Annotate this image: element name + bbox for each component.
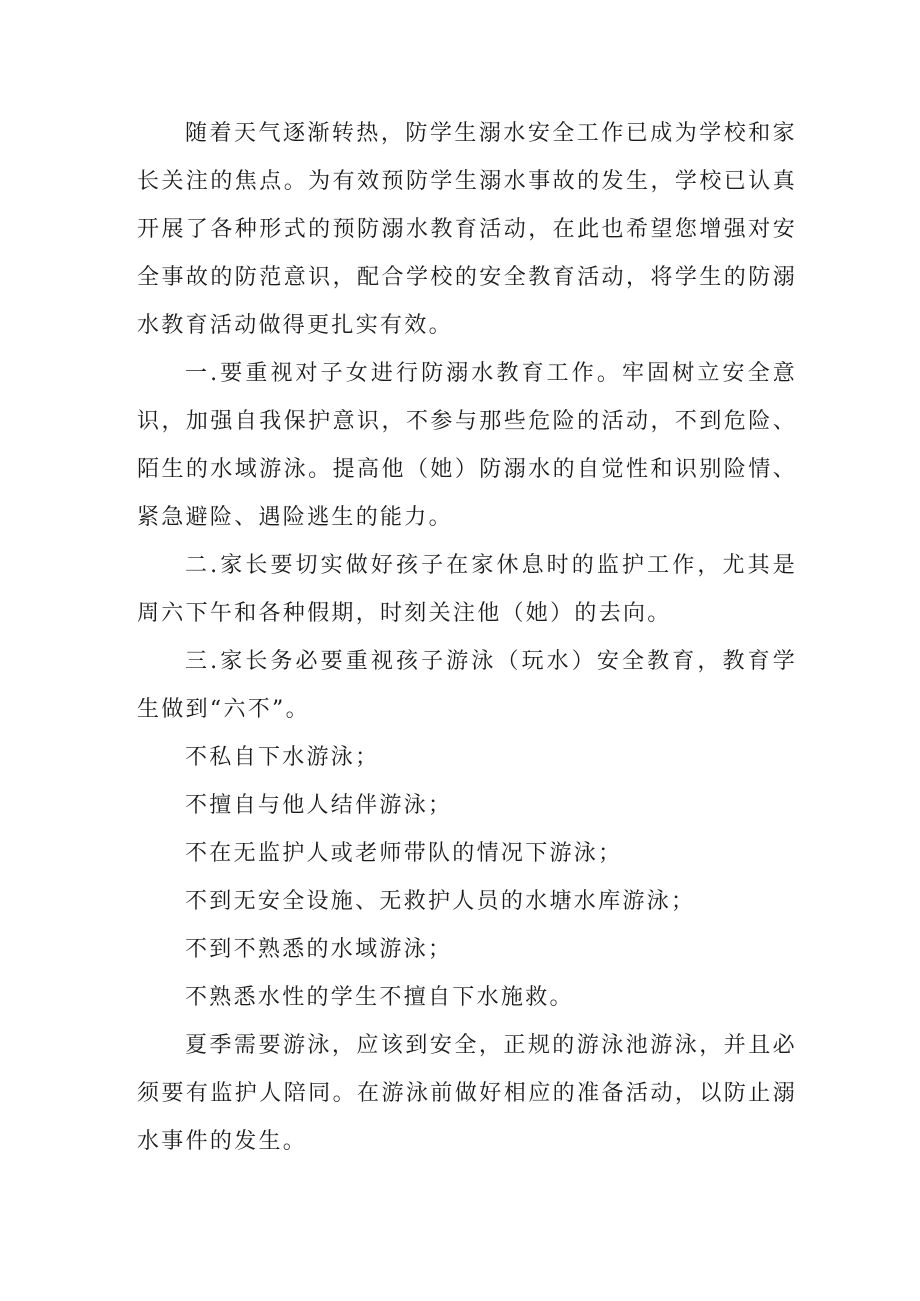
document-body (137, 110, 797, 1166)
point-one-paragraph: 一.要重视对子女进行防溺水教育工作。牢固树立安全意识，加强自我保护意识，不参与那些危险的活动，不到危险、陌生的水域游泳。提高他（她）防溺水的自觉性和识别险情、紧急避险、遇险逃生的能力。 (137, 361, 797, 530)
rule-item: 不到无安全设施、无救护人员的水塘水库游泳； (185, 889, 696, 914)
rule-item: 不到不熟悉的水域游泳； (185, 937, 453, 962)
rule-item: 不在无监护人或老师带队的情况下游泳； (185, 841, 623, 866)
closing-paragraph: 夏季需要游泳，应该到安全，正规的游泳池游泳，并且必须要有监护人陪同。在游泳前做好相应的准备活动，以防止溺水事件的发生。 (137, 1033, 797, 1154)
intro-paragraph: 随着天气逐渐转热，防学生溺水安全工作已成为学校和家长关注的焦点。为有效预防学生溺水事故的发生，学校已认真开展了各种形式的预防溺水教育活动，在此也希望您增强对安全事故的防范意识，配合学校的安全教育活动，将学生的防溺水教育活动做得更扎实有效。 (137, 121, 797, 338)
point-two-paragraph: 二.家长要切实做好孩子在家休息时的监护工作，尤其是周六下午和各种假期，时刻关注他（她）的去向。 (137, 553, 797, 626)
point-three-paragraph: 三.家长务必要重视孩子游泳（玩水）安全教育，教育学生做到“六不”。 (137, 649, 797, 722)
rule-item: 不熟悉水性的学生不擅自下水施救。 (185, 985, 574, 1010)
rule-item: 不私自下水游泳； (185, 745, 380, 770)
rule-item: 不擅自与他人结伴游泳； (185, 793, 453, 818)
